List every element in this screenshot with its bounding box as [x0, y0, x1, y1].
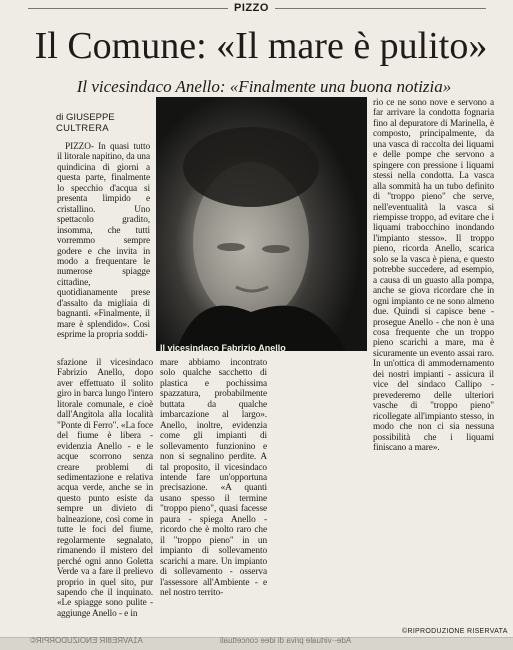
mirrored-bleed-text-right: Ade-·virtuale priva di idee concettuali	[220, 636, 352, 645]
article-column-1-top	[57, 142, 150, 358]
byline-prefix: di	[56, 112, 64, 123]
subheadline: Il vicesindaco Anello: «Finalmente una buona notizia»	[76, 77, 452, 96]
portrait-illustration	[156, 97, 367, 351]
byline-first-name: GIUSEPPE	[66, 112, 115, 123]
article-paragraph: PIZZO- In quasi tutto il litorale napitino, da una quindicina di giorni a questa parte, finalmente lo specchio d'acqua si presenta limpido e cristallino. Uno spettacolo gradito, insomma, che tutti vorremmo sempre godere e che invita in modo a frequentare le numerose spiagge cittadine, quotidianamente prese d'assalto da migliaia di bagnanti. «Finalmente, il mare è splendido». Così esprime la propria soddi-	[57, 142, 150, 341]
article-photo	[156, 97, 367, 351]
article-paragraph: rio ce ne sono nove e servono a far arrivare la condotta fognaria fino al depuratore di Marinella, è composto, principalmente, da una vasca di raccolta dei liquami e delle pompe che servono a spingere con pressione i liquami stessi nella condotta. La vasca alla sommità ha un tubo definito di "troppo pieno" che serve, nell'eventualità la vasca si riempisse troppo, ad evitare che i liquami trabocchino inondando l'impianto stesso». Il troppo pieno, ricorda Anello, scarica solo se la vasca è piena, e questo potrebbe succedere, ad esempio, a causa di un guasto alla pompa, anche se giova ricordare che in ogni impianto ce ne sono almeno due. Quindi si capisce bene - prosegue Anello - che non è una cosa frequente che un troppo pieno scarichi a mare, ma è sicuramente un evento assai raro. In un'ottica di ammodernamento dei nostri impianti - assicura il vice del sindaco Callipo - prevederemo delle ulteriori vasche di "troppo pieno" ricollegate all'impianto stesso, in modo che non ci sia nessuna possibilità che i liquami finiscano a mare».	[373, 98, 494, 453]
mirrored-bleed-text-left: A1AVRE8IR ENOIZUDORPIR©	[30, 636, 143, 645]
copyright-notice: ©RIPRODUZIONE RISERVATA	[402, 628, 508, 635]
article-column-2	[160, 358, 267, 626]
byline	[56, 112, 115, 134]
headline: Il Comune: «Il mare è pulito»	[34, 25, 488, 67]
article-column-1-bottom	[57, 358, 153, 626]
byline-last-name: CULTRERA	[56, 123, 109, 134]
article-column-3	[373, 98, 494, 626]
photo-caption: Il vicesindaco Fabrizio Anello	[160, 343, 286, 353]
section-label: PIZZO	[228, 2, 275, 14]
article-paragraph: mare abbiamo incontrato solo qualche sacchetto di plastica e pochissima spazzatura, probabilmente buttata da qualche imbarcazione al largo». Anello, inoltre, evidenzia come gli impianti di sollevamento funzionino e non si segnalino perdite. A tal proposito, il vicesindaco intende fare un'opportuna precisazione. «A quanti usano spesso il termine "troppo pieno", quasi facesse paura - spiega Anello - ricordo che è molto raro che il "troppo pieno" in un impianto di sollevamento scarichi a mare. Un impianto di sollevamento - osserva l'assessore all'Ambiente - e nel nostro territo-	[160, 358, 267, 598]
article-paragraph: sfazione il vicesindaco Fabrizio Anello, dopo aver effettuato il solito giro in barca lungo l'intero litorale comunale, e cioè dall'Angitola alla località "Ponte di Ferro". «La foce del fiume è libera - evidenzia Anello - e le acque scorrono senza creare problemi di sedimentazione e relativa acqua verde, anche se in questo punto esiste da sempre un divieto di balneazione, così come in tutte le foci del fiume, regolarmente segnalato, rimanendo il mistero del perché ogni anno Goletta Verde va a fare il prelievo proprio in quel sito, pur sapendo che il inquinato. «Le spiagge sono pulite - aggiunge Anello - e in	[57, 358, 153, 619]
